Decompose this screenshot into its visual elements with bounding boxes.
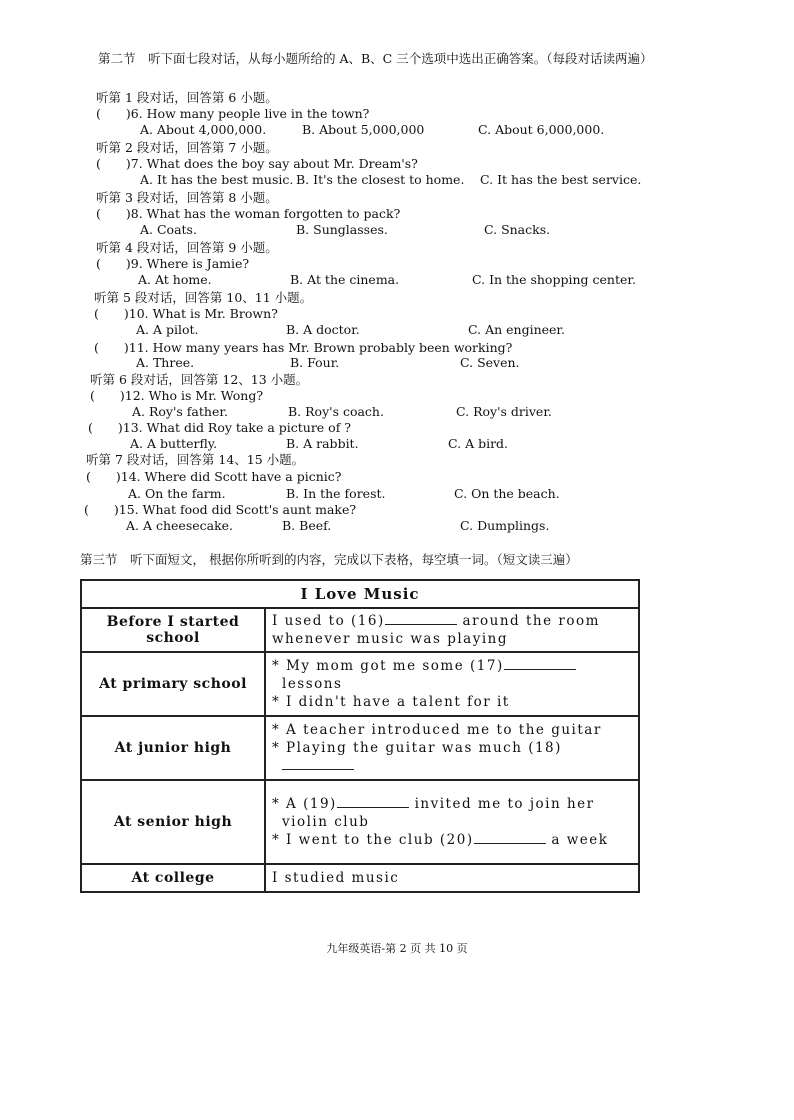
page-footer: 九年级英语-第 2 页 共 10 页	[326, 942, 468, 955]
dialogue-heading: 听第 1 段对话，回答第 6 小题。	[96, 90, 278, 105]
section2-intro: 第二节 听下面七段对话，从每小题所给的 A、B、C 三个选项中选出正确答案。（每段对话读两遍）	[98, 51, 653, 66]
section3-intro: 第三节 听下面短文， 根据你所听到的内容，完成以下表格，每空填一词。（短文读三遍）	[80, 552, 578, 567]
option-a: A. About 4,000,000.	[140, 122, 267, 137]
row-label: At college	[81, 864, 265, 892]
option-b: B. Beef.	[282, 518, 332, 533]
answer-blank-20[interactable]	[474, 831, 546, 844]
content-text: invited me to join her violin club	[282, 796, 595, 830]
content-text: * Playing the guitar was much (18)	[272, 740, 562, 756]
question-stem: ( )11. How many years has Mr. Brown probably been working?	[94, 340, 513, 355]
row-label: Before I started school	[81, 608, 265, 652]
option-a: A. Roy's father.	[132, 404, 228, 419]
option-c: C. About 6,000,000.	[478, 122, 605, 137]
answer-blank-17[interactable]	[504, 657, 576, 670]
table-row	[81, 652, 639, 716]
dialogue-heading: 听第 2 段对话，回答第 7 小题。	[96, 140, 278, 155]
question-stem: ( )8. What has the woman forgotten to pack?	[96, 206, 401, 221]
content-text: * My mom got me some (17)	[272, 658, 504, 674]
question-stem: ( )14. Where did Scott have a picnic?	[86, 469, 342, 484]
option-b: B. About 5,000,000	[302, 122, 425, 137]
dialogue-heading: 听第 7 段对话，回答第 14、15 小题。	[86, 452, 305, 467]
row-label: At primary school	[81, 652, 265, 716]
row-content	[265, 780, 639, 864]
dialogue-heading: 听第 5 段对话，回答第 10、11 小题。	[94, 290, 313, 305]
table-row	[81, 864, 639, 892]
question-stem: ( )7. What does the boy say about Mr. Dream's?	[96, 156, 418, 171]
row-label: At senior high	[81, 780, 265, 864]
option-c: C. An engineer.	[468, 322, 565, 337]
option-c: C. Snacks.	[484, 222, 551, 237]
question-stem: ( )13. What did Roy take a picture of ?	[88, 420, 351, 435]
music-table	[80, 579, 640, 893]
content-text: lessons	[282, 676, 343, 692]
question-stem: ( )15. What food did Scott's aunt make?	[84, 502, 357, 517]
answer-blank-18[interactable]	[282, 757, 354, 770]
option-a: A. At home.	[138, 272, 212, 287]
option-c: C. A bird.	[448, 436, 509, 451]
table-row	[81, 608, 639, 652]
option-a: A. On the farm.	[128, 486, 226, 501]
option-c: C. It has the best service.	[480, 172, 642, 187]
answer-blank-19[interactable]	[337, 795, 409, 808]
option-c: C. Seven.	[460, 355, 520, 370]
option-a: A. A pilot.	[136, 322, 199, 337]
option-a: A. Three.	[136, 355, 195, 370]
option-b: B. It's the closest to home.	[296, 172, 465, 187]
option-c: C. In the shopping center.	[472, 272, 636, 287]
table-row	[81, 780, 639, 864]
option-b: B. Sunglasses.	[296, 222, 388, 237]
question-stem: ( )10. What is Mr. Brown?	[94, 306, 278, 321]
question-stem: ( )9. Where is Jamie?	[96, 256, 250, 271]
row-content	[265, 608, 639, 652]
option-b: B. A doctor.	[286, 322, 360, 337]
option-b: B. In the forest.	[286, 486, 386, 501]
option-a: A. Coats.	[140, 222, 197, 237]
dialogue-heading: 听第 6 段对话，回答第 12、13 小题。	[90, 372, 309, 387]
option-b: B. A rabbit.	[286, 436, 359, 451]
row-content: I studied music	[265, 864, 639, 892]
row-label: At junior high	[81, 716, 265, 780]
option-c: C. Dumplings.	[460, 518, 550, 533]
content-text: around the room whenever music was playing	[272, 613, 600, 647]
option-b: B. Roy's coach.	[288, 404, 384, 419]
dialogue-heading: 听第 4 段对话，回答第 9 小题。	[96, 240, 278, 255]
question-stem: ( )12. Who is Mr. Wong?	[90, 388, 264, 403]
row-content	[265, 716, 639, 780]
dialogue-heading: 听第 3 段对话，回答第 8 小题。	[96, 190, 278, 205]
answer-blank-16[interactable]	[385, 612, 457, 625]
content-text: * I went to the club (20)	[272, 832, 474, 848]
table-row	[81, 716, 639, 780]
option-a: A. A butterfly.	[130, 436, 218, 451]
option-a: A. It has the best music.	[140, 172, 294, 187]
row-content	[265, 652, 639, 716]
option-c: C. Roy's driver.	[456, 404, 552, 419]
content-text: * A (19)	[272, 796, 337, 812]
option-b: B. At the cinema.	[290, 272, 400, 287]
content-text: a week	[551, 832, 609, 848]
question-stem: ( )6. How many people live in the town?	[96, 106, 370, 121]
content-text: * A teacher introduced me to the guitar	[272, 722, 602, 738]
content-text: I used to (16)	[272, 613, 385, 629]
table-title: I Love Music	[81, 580, 639, 608]
option-c: C. On the beach.	[454, 486, 560, 501]
option-b: B. Four.	[290, 355, 340, 370]
option-a: A. A cheesecake.	[126, 518, 234, 533]
content-text: * I didn't have a talent for it	[272, 694, 510, 710]
